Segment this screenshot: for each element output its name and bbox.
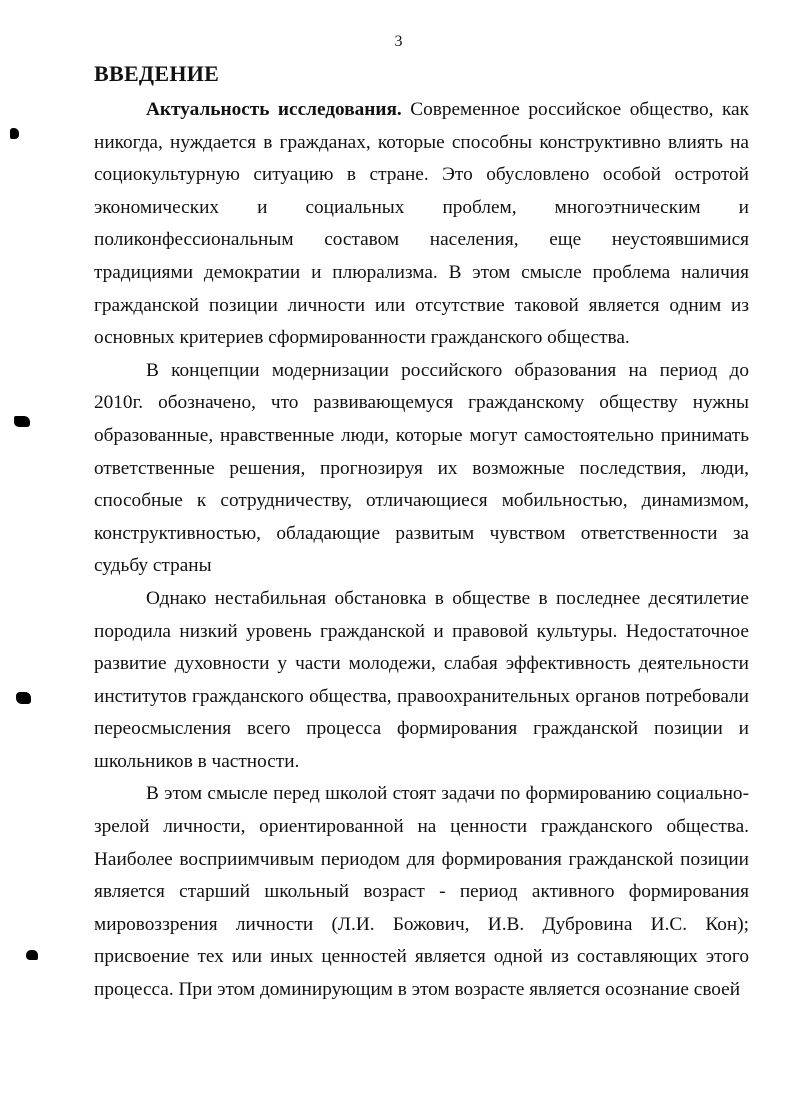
document-body bbox=[94, 94, 749, 1007]
scan-margin-mark bbox=[10, 128, 19, 139]
scan-margin-mark bbox=[16, 692, 31, 704]
paragraph-instability: Однако нестабильная обстановка в обществе в последнее десятилетие породила низкий уровень гражданской и правовой культуры. Недостаточное развитие духовности у части молодежи, слабая эффективность деятельности институтов гражданского общества, правоохранительных органов потребовали переосмысления всего процесса формирования гражданской позиции и школьников в частности. bbox=[94, 587, 749, 772]
paragraph-lead: Актуальность исследования. bbox=[146, 99, 402, 120]
scan-margin-mark bbox=[26, 950, 38, 960]
page-number: 3 bbox=[394, 33, 403, 50]
paragraph-school-tasks: В этом смысле перед школой стоят задачи по формированию социально-зрелой личности, ориентированной на ценности гражданского общества. Наиболее восприимчивым периодом для формирования гражданской позиции является старший школьный возраст - период активного формирования мировоззрения личности (Л.И. Божович, И.В. Дубровина И.С. Кон); присвоение тех или иных ценностей является одной из составляющих этого процесса. При этом доминирующим в этом возрасте является осознание своей bbox=[94, 783, 749, 1001]
page-heading: ВВЕДЕНИЕ bbox=[94, 61, 220, 86]
paragraph-concept: В концепции модернизации российского образования на период до 2010г. обозначено, что развивающемуся гражданскому обществу нужны образованные, нравственные люди, которые могут самостоятельно принимать ответственные решения, прогнозируя их возможные последствия, люди, способные к сотрудничеству, отличающиеся мобильностью, динамизмом, конструктивностью, обладающие развитым чувством ответственности за судьбу страны bbox=[94, 359, 749, 577]
scan-margin-mark bbox=[14, 416, 30, 427]
paragraph-text: Современное российское общество, как никогда, нуждается в гражданах, которые способны конструктивно влиять на социокультурную ситуацию в стране. Это обусловлено особой остротой экономических и социальных проблем, многоэтническим и поликонфессиональным составом населения, еще неустоявшимися традициями демократии и плюрализма. В этом смысле проблема наличия гражданской позиции личности или отсутствие таковой является одним из основных критериев сформированности гражданского общества. bbox=[94, 99, 749, 349]
paragraph-relevance bbox=[94, 94, 749, 355]
